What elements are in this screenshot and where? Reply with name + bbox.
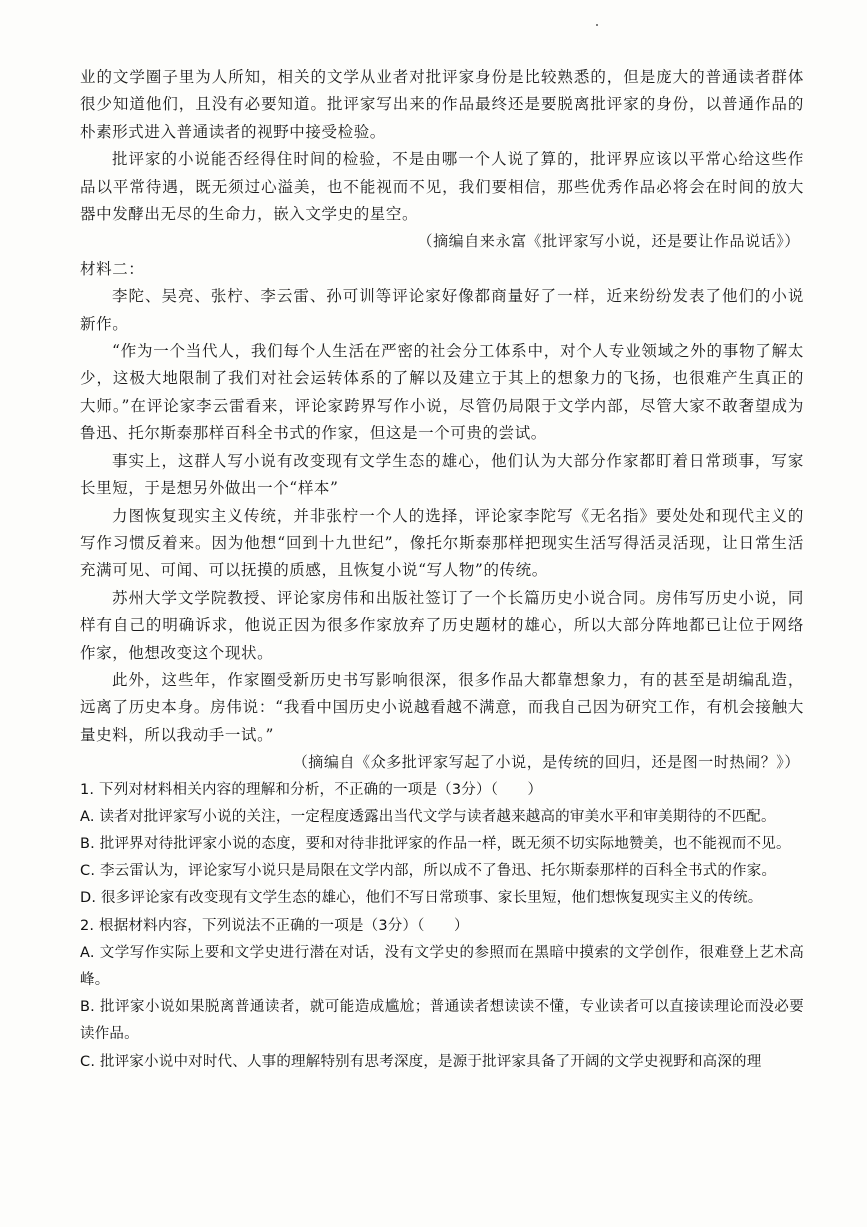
reading-passage [80,64,804,1076]
material-two-paragraph: 苏州大学文学院教授、评论家房伟和出版社签订了一个长篇历史小说合同。房伟写历史小说，同样有自己的明确诉求，他说正因为很多作家放弃了历史题材的雄心，所以大部分阵地都已让位于网络作家，他想改变这个现状。 [80,588,804,662]
material-two-heading: 材料二： [80,259,145,278]
scan-speck [596,24,598,26]
passage-paragraph: 批评家的小说能否经得住时间的检验，不是由哪一个人说了算的，批评界应该以平常心给这些作品以平常待遇，既无须过心溢美，也不能视而不见，我们要相信，那些优秀作品必将会在时间的放大器中发酵出无尽的生命力，嵌入文学史的星空。 [80,150,804,224]
source-citation-two: （摘编自《众多批评家写起了小说，是传统的回归，还是图一时热闹？》） [292,753,800,772]
answer-option-c: C. 批评家小说中对时代、人事的理解特别有思考深度，是源于批评家具备了开阔的文学史视野和高深的理 [80,1053,762,1070]
source-citation-one: （摘编自来永富《批评家写小说，还是要让作品说话》） [417,232,800,251]
answer-option-d: D. 很多评论家有改变现有文学生态的雄心，他们不写日常琐事、家长里短，他们想恢复现实主义的传统。 [80,890,763,907]
material-two-paragraph: “作为一个当代人，我们每个人生活在严密的社会分工体系中，对个人专业领域之外的事物了解太少，这极大地限制了我们对社会运转体系的了解以及建立于其上的想象力的飞扬，也很难产生真正的大师。”在评论家李云雷看来，评论家跨界写作小说，尽管仍局限于文学内部，尽管大家不敢奢望成为鲁迅、托尔斯泰那样百科全书式的作家，但这是一个可贵的尝试。 [80,342,804,443]
answer-option-a: A. 读者对批评家写小说的关注，一定程度透露出当代文学与读者越来越高的审美水平和审美期待的不匹配。 [80,808,776,825]
answer-option-b: B. 批评界对待批评家小说的态度，要和对待非批评家的作品一样，既无须不切实际地赞美，也不能视而不见。 [80,835,791,852]
question-stem: 1. 下列对材料相关内容的理解和分析，不正确的一项是（3分）（ ） [80,781,543,798]
material-two-paragraph: 事实上，这群人写小说有改变现有文学生态的雄心，他们认为大部分作家都盯着日常琐事，写家长里短，于是想另外做出一个“样本” [80,451,804,498]
answer-option-b: B. 批评家小说如果脱离普通读者，就可能造成尴尬；普通读者想读读不懂，专业读者可以直接读理论而没必要读作品。 [80,999,804,1043]
question-1 [80,777,804,913]
question-2 [80,913,804,1076]
answer-option-c: C. 李云雷认为，评论家写小说只是局限在文学内部，所以成不了鲁迅、托尔斯泰那样的百科全书式的作家。 [80,863,777,880]
question-stem: 2. 根据材料内容，下列说法不正确的一项是（3分）（ ） [80,917,469,934]
material-two-paragraph: 力图恢复现实主义传统，并非张柠一个人的选择，评论家李陀写《无名指》要处处和现代主义的写作习惯反着来。因为他想“回到十九世纪”，像托尔斯泰那样把现实生活写得活灵活现，让日常生活充满可见、可闻、可以抚摸的质感，且恢复小说“写人物”的传统。 [80,506,804,580]
material-two-paragraph: 此外，这些年，作家圈受新历史书写影响很深，很多作品大都靠想象力，有的甚至是胡编乱造，远离了历史本身。房伟说：“我看中国历史小说越看越不满意，而我自己因为研究工作，有机会接触大量史料，所以我动手一试。” [80,670,804,744]
answer-option-a: A. 文学写作实际上要和文学史进行潜在对话，没有文学史的参照而在黑暗中摸索的文学创作，很难登上艺术高峰。 [80,944,804,988]
material-two-paragraph: 李陀、吴亮、张柠、李云雷、孙可训等评论家好像都商量好了一样，近来纷纷发表了他们的小说新作。 [80,287,804,333]
passage-paragraph-continued: 业的文学圈子里为人所知，相关的文学从业者对批评家身份是比较熟悉的，但是庞大的普通读者群体很少知道他们，且没有必要知道。批评家写出来的作品最终还是要脱离批评家的身份，以普通作品的朴素形式进入普通读者的视野中接受检验。 [80,68,804,141]
